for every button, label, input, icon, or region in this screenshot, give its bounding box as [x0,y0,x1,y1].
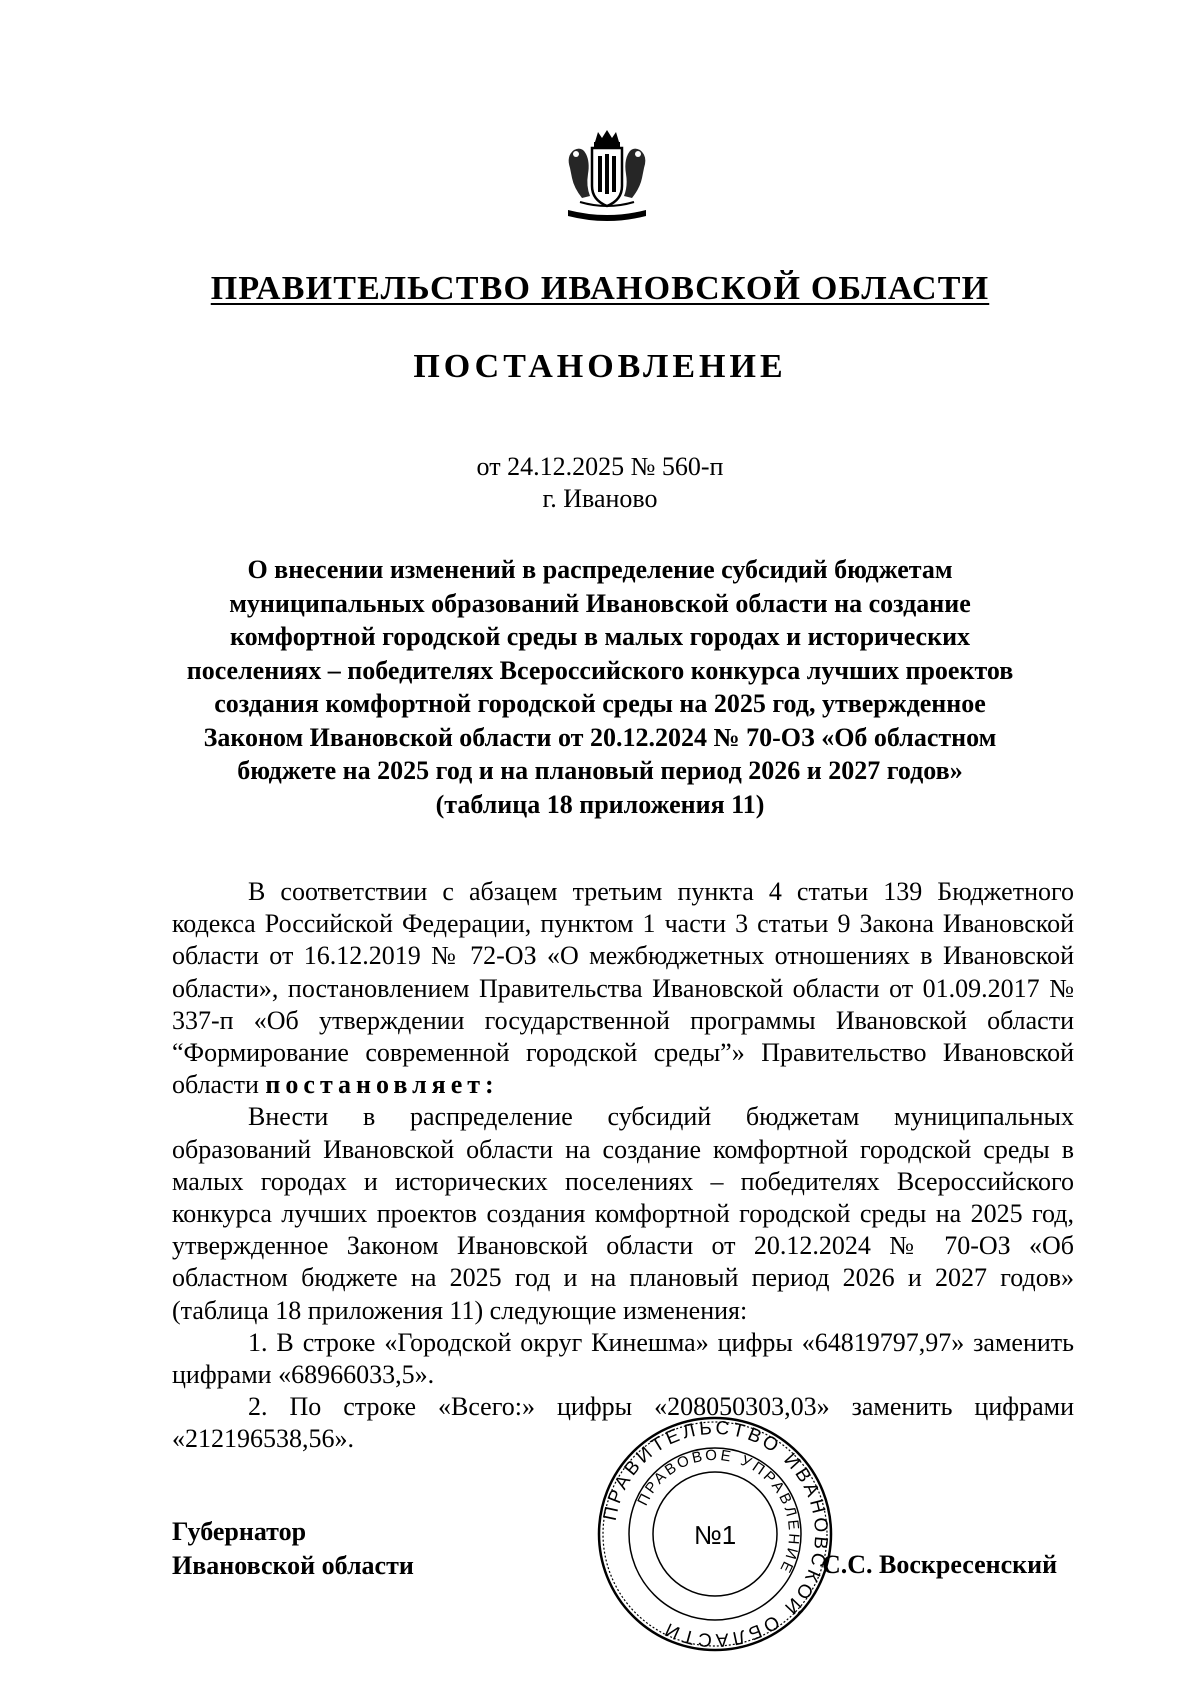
resolves-word: постановляет: [265,1070,499,1100]
government-name: ПРАВИТЕЛЬСТВО ИВАНОВСКОЙ ОБЛАСТИ [210,270,990,307]
title-line: создания комфортной городской среды на 2025 год, утвержденное [214,689,986,718]
position-line: Губернатор [172,1517,307,1546]
title-line: комфортной городской среды в малых городах и исторических [229,622,971,651]
stamp-number: №1 [693,1520,737,1550]
title-line: поселениях – победителях Всероссийского конкурса лучших проектов [186,655,1014,685]
city: г. Иваново [542,484,658,513]
title-line: О внесении изменений в распределение субсидий бюджетам [247,555,953,584]
stamp-inner-text: ПРАВОВОЕ УПРАВЛЕНИЕ [634,1446,803,1578]
item-2: 2. По строке «Всего:» цифры «208050303,03» заменить цифрами «212196538,56». [172,1392,1074,1454]
signatory-position [172,1515,414,1583]
official-stamp [596,1412,834,1657]
date-and-city [0,451,1200,515]
coat-of-arms-emblem [562,128,652,228]
main-paragraph: Внести в распределение субсидий бюджетам муниципальных образований Ивановской области на создание комфортной городской среды в малых городах и исторических поселениях – победителях Всероссийского конкурса лучших проектов создания комфортной городской среды на 2025 год, утвержденное Законом Ивановской области от 20.12.2024 № 70-ОЗ «Об областном бюджете на 2025 год и на плановый период 2026 и 2027 годов» (таблица 18 приложения 11) следующие изменения: [172,1102,1074,1325]
title-line: (таблица 18 приложения 11) [435,789,765,819]
title-line: Законом Ивановской области от 20.12.2024 № 70-ОЗ «Об областном [203,722,997,752]
position-line: Ивановской области [172,1551,414,1580]
title-line: муниципальных образований Ивановской области на создание [229,588,971,618]
date-number: от 24.12.2025 № 560-п [476,452,724,481]
title-line: бюджете на 2025 год и на плановый период 2026 и 2027 годов» [237,756,963,785]
signatory-name: С.С. Воскресенский [822,1550,1058,1579]
document-type: ПОСТАНОВЛЕНИЕ [413,348,787,385]
item-1: 1. В строке «Городской округ Кинешма» цифры «64819797,97» заменить цифрами «68966033,5». [172,1327,1074,1390]
document-title [150,553,1050,821]
stamp-outer-text: ПРАВИТЕЛЬСТВО ИВАНОВСКОЙ ОБЛАСТИ [599,1417,832,1651]
document-body [172,876,1074,1456]
preamble-paragraph [172,876,1074,1101]
preamble-text: В соответствии с абзацем третьим пункта 4 статьи 139 Бюджетного кодекса Российской Федерации, пунктом 1 части 3 статьи 9 Закона Ивановской области от 16.12.2019 № 72-ОЗ «О межбюджетных отношениях в Ивановской области», постановлением Правительства Ивановской области от 01.09.2017 № 337-п «Об утверждении государственной программы Ивановской области “Формирование современной городской среды”» Правительство Ивановской области [172,877,1074,1100]
